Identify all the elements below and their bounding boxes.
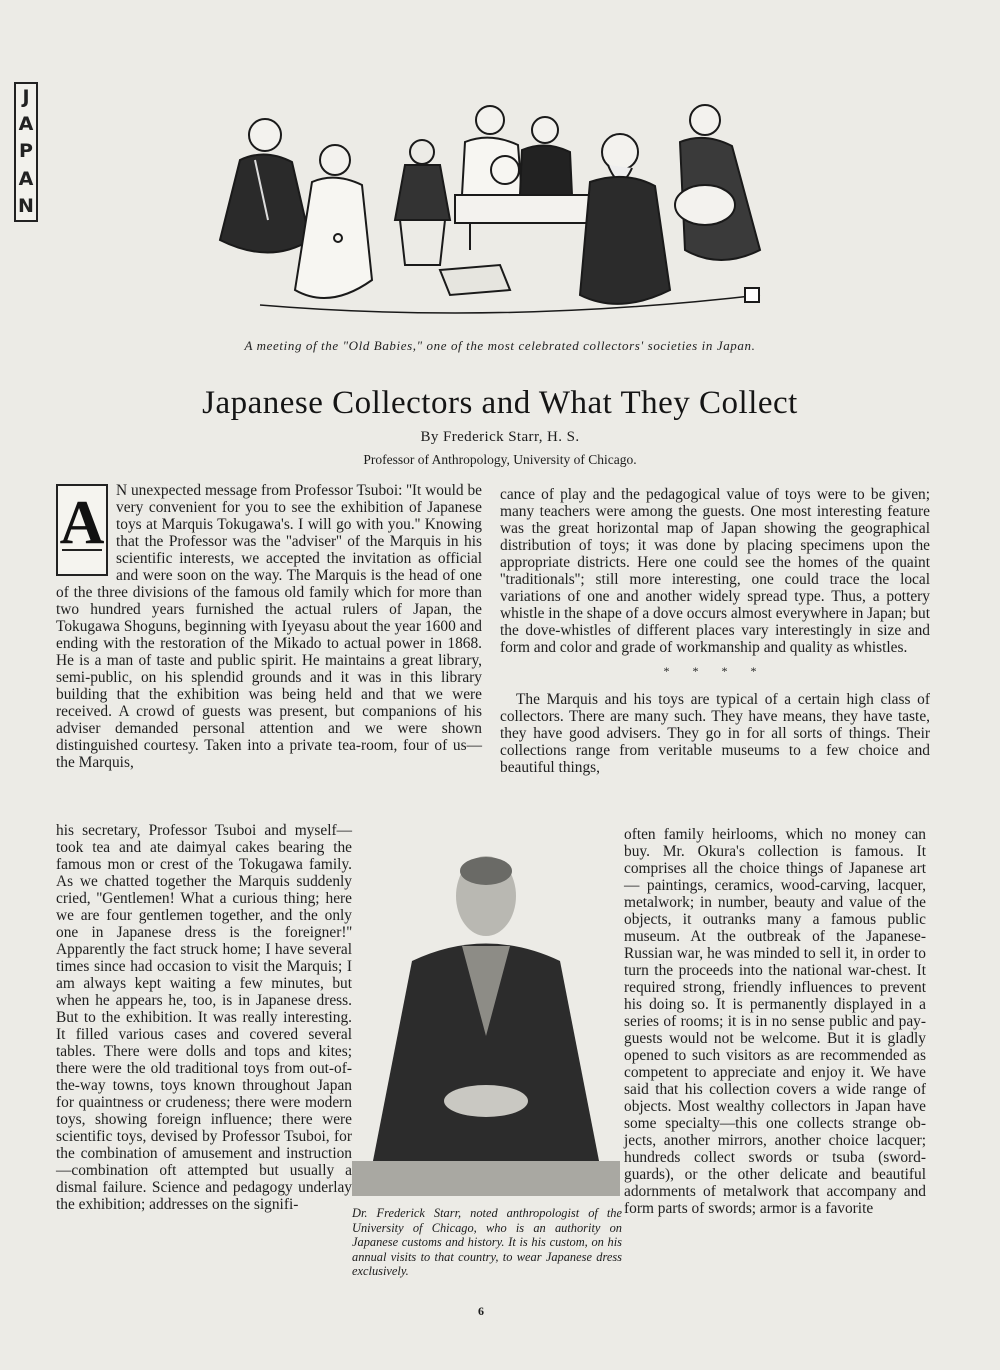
right-column-text-2: The Marquis and his toys are typical of a certain high class of collectors. There are many such. They have means, they have taste, they have good advisers. They go in for all sorts of things. Their collections range from veritable museums to a few choice and beautiful things, <box>500 691 930 776</box>
drop-cap <box>56 484 108 576</box>
left-column-narrow-text: his secretary, Professor Tsuboi and myself—took tea and ate daimyal cakes bearing the famous mon or crest of the Tokugawa family. As we chatted together the Marquis suddenly cried, ''Gentlemen! What a curious thing; here we are four gentlemen together, and the only one in Japanese dress is the foreigner!'' Apparently the fact struck home; I have several times since had occasion to visit the Marquis; I am always kept waiting a few minutes, but when he appears he, too, is in Japanese dress. But to the exhibition. It was really interesting. It filled various cases and covered several tables. There were dolls and tops and kites; there were the old traditional toys from out-of-the-way towns, toys known throughout Japan for quaintness or crudeness; there were modern toys, showing foreign influence; there were scientific toys, devised by Professor Tsuboi, for the combination of amusement and instruction—combination oft attempted but usually a dismal failure. Science and pedagogy underlay the exhibition; addresses on the signifi- <box>56 822 352 1213</box>
tab-letter: P <box>19 140 33 163</box>
tab-letter: J <box>22 86 30 109</box>
section-separator: * * * * <box>663 664 767 678</box>
page-number: 6 <box>478 1304 484 1318</box>
illustration-caption: A meeting of the "Old Babies," one of the most celebrated collectors' societies in Japan. <box>244 338 756 353</box>
section-tab-japan <box>14 82 38 222</box>
author-affiliation: Professor of Anthropology, University of Chicago. <box>363 452 637 467</box>
article-title: Japanese Collectors and What They Collect <box>202 385 798 421</box>
right-column-text-1: cance of play and the pedagogical value of toys were to be given; many teachers were among the guests. One most interesting feature was the great horizontal map of Japan showing the geographical distribution of toys; it was done by placing specimens upon the appropriate districts. Here one could see the homes of the quaint ''traditionals''; still more interesting, one could trace the local variations of one and another widely spread type. Thus, a pottery whistle in the shape of a dove occurs almost everywhere in Japan; but the dove-whistles of different places vary interestingly in size and form and color and grade of workmanship and quality as whistles. <box>500 486 930 656</box>
left-column-text: N unexpected message from Professor Tsuboi: ''It would be very convenient for you to see the exhibition of Japanese toys at Marquis Tokugawa's. I will go with you.'' Knowing that the Professor was the ''adviser'' of the Marquis in his scientific interests, we accepted the invitation as official and were soon on the way. The Marquis is the head of one of the three divisions of the famous old family which for more than two hundred years furnished the actual rulers of Japan, the Tokugawa Shoguns, beginning with Iyeyasu about the year 1600 and ending with the restoration of the Mikado to actual power in 1868. He is a man of taste and public spirit. He maintains a great library, semi-public, on his splendid grounds and it was in this library building that the exhibition was being held and that we were received. A crowd of guests was present, but companions of his adviser demanded personal attention and we were shown distinguished courtesy. Taken into a private tea-room, four of us—the Marquis, <box>56 482 482 771</box>
tab-letter: N <box>18 194 34 217</box>
tab-letter: A <box>18 167 34 190</box>
left-column-narrow <box>56 822 352 1213</box>
right-column-narrow <box>624 826 926 1217</box>
right-column <box>500 486 930 776</box>
drop-cap-letter: A <box>59 489 105 557</box>
portrait-photo <box>352 836 620 1196</box>
portrait-caption: Dr. Frederick Starr, noted anthropologist of the University of Chicago, who is an authority on Japanese customs and history. It is his custom, on his annual visits to that country, to wear Japanese dress exclusively. <box>352 1206 622 1278</box>
left-column <box>56 482 482 771</box>
right-column-narrow-text: often family heirlooms, which no money can buy. Mr. Okura's collection is famous. It comprises all the choice things of Japanese art — paintings, ceramics, wood-carving, lacquer, metalwork; in number, beauty and value of the objects, it outranks many a famous public museum. At the outbreak of the Japanese-Russian war, he was minded to sell it, in order to turn the proceeds into the national war-chest. It required strong, friendly influences to prevent his doing so. It is permanently displayed in a series of rooms; it is in no sense public and pay-guests would not be welcome. But it is gladly opened to such visitors as are recommended as competent to appreciate and enjoy it. We have said that his collection covers a wide range of objects. Most wealthy collectors in Japan have some specialty—this one collects strange objects, another mirrors, another choice lacquer; hundreds collect swords or tsuba (sword-guards), or the other delicate and beautiful adornments of metalwork that accompany and form parts of swords; armor is a favorite <box>624 826 926 1217</box>
drop-cap-ornament <box>62 549 102 569</box>
collectors-meeting-illustration <box>200 90 790 330</box>
tab-letter: A <box>18 113 34 136</box>
article-byline: By Frederick Starr, H. S. <box>420 429 580 445</box>
